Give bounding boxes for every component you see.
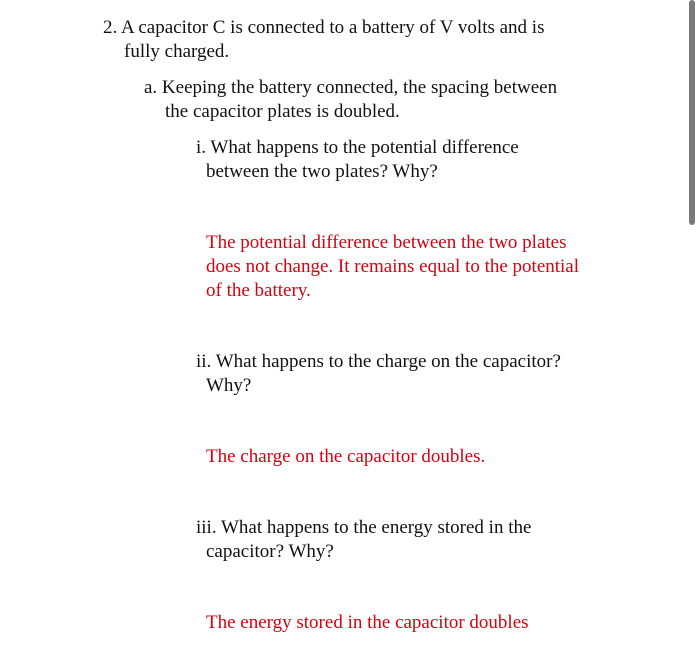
part-a-line-1: a. Keeping the battery connected, the spacing between bbox=[144, 77, 558, 98]
sub-iii-question-line-1: iii. What happens to the energy stored in the bbox=[196, 517, 532, 538]
sub-i-answer-line-3: of the battery. bbox=[206, 280, 311, 301]
sub-ii-answer-line-1: The charge on the capacitor doubles. bbox=[206, 446, 486, 467]
sub-i-answer-line-1: The potential difference between the two plates bbox=[206, 232, 567, 253]
sub-iii-question-line-2: capacitor? Why? bbox=[206, 541, 334, 562]
sub-i-question-line-1: i. What happens to the potential difference bbox=[196, 137, 519, 158]
part-a-line-2: the capacitor plates is doubled. bbox=[165, 101, 400, 122]
sub-iii-answer-line-1: The energy stored in the capacitor doubles bbox=[206, 612, 529, 633]
question-2-line-1: 2. A capacitor C is connected to a battery of V volts and is bbox=[103, 17, 545, 38]
sub-i-question-line-2: between the two plates? Why? bbox=[206, 161, 438, 182]
sub-i-answer-line-2: does not change. It remains equal to the potential bbox=[206, 256, 580, 277]
question-2-line-2: fully charged. bbox=[124, 41, 230, 62]
vertical-scrollbar-thumb[interactable] bbox=[689, 0, 695, 225]
sub-ii-question-line-2: Why? bbox=[206, 375, 252, 396]
sub-ii-question-line-1: ii. What happens to the charge on the capacitor? bbox=[196, 351, 561, 372]
